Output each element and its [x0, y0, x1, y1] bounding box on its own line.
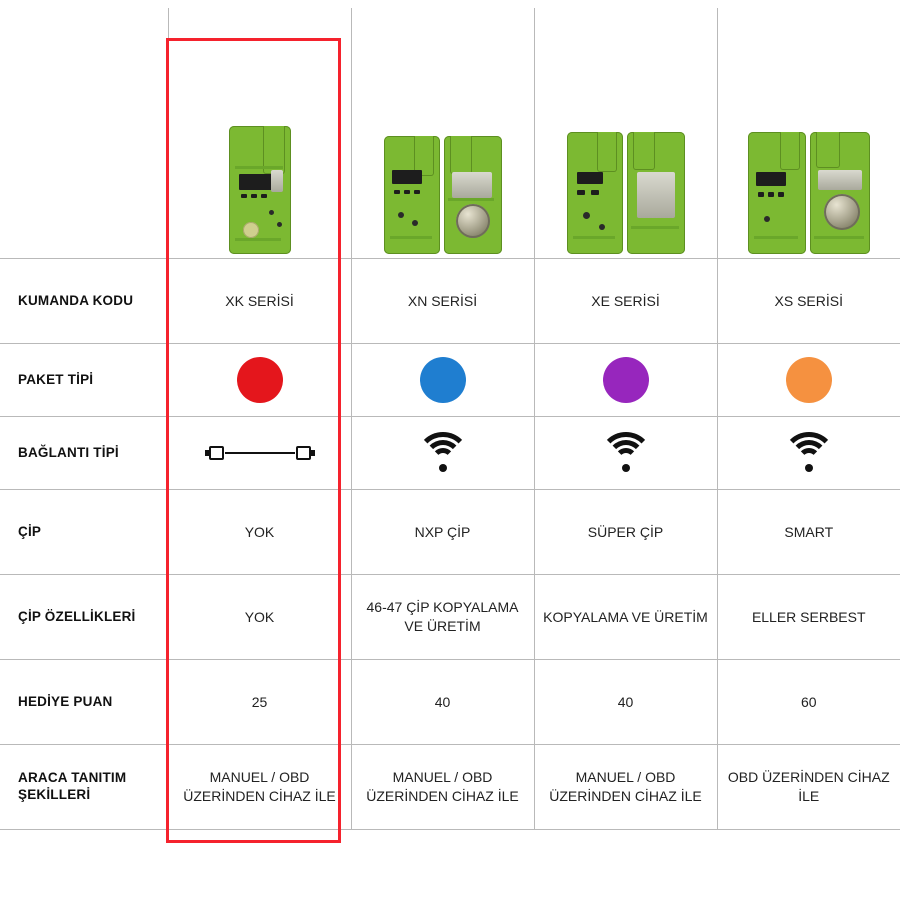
cell-code-xn: XN SERİSİ — [351, 259, 534, 344]
cell-chip-xk: YOK — [168, 490, 351, 575]
remote-comparison-table — [0, 8, 900, 830]
cell-install-xs: OBD ÜZERİNDEN CİHAZ İLE — [717, 745, 900, 830]
cell-connection-xs — [717, 417, 900, 490]
pcb-image-xe-front — [567, 132, 623, 254]
product-image-cell-xk — [168, 8, 351, 259]
pcb-image-xs-front — [748, 132, 806, 254]
cell-code-xk: XK SERİSİ — [168, 259, 351, 344]
pcb-image-xk — [229, 126, 291, 254]
pcb-image-xn-back — [444, 136, 502, 254]
product-image-cell-xe — [534, 8, 717, 259]
row-label-gift: HEDİYE PUAN — [0, 660, 168, 745]
cell-connection-xk — [168, 417, 351, 490]
cell-package-xs — [717, 344, 900, 417]
wifi-icon — [598, 432, 654, 474]
row-label-images — [0, 8, 168, 259]
product-image-cell-xs — [717, 8, 900, 259]
row-label-install: ARACA TANITIM ŞEKİLLERİ — [0, 745, 168, 830]
table-row-chip — [0, 490, 900, 575]
package-color-dot-xk — [237, 357, 283, 403]
table-row-code — [0, 259, 900, 344]
cell-chip-xn: NXP ÇİP — [351, 490, 534, 575]
package-color-dot-xn — [420, 357, 466, 403]
cell-package-xk — [168, 344, 351, 417]
cell-code-xe: XE SERİSİ — [534, 259, 717, 344]
pcb-image-xs-back — [810, 132, 870, 254]
row-label-connection: BAĞLANTI TİPİ — [0, 417, 168, 490]
pcb-image-xe-back — [627, 132, 685, 254]
row-label-chip: ÇİP — [0, 490, 168, 575]
row-label-package: PAKET TİPİ — [0, 344, 168, 417]
cell-install-xn: MANUEL / OBD ÜZERİNDEN CİHAZ İLE — [351, 745, 534, 830]
cell-chip-features-xe: KOPYALAMA VE ÜRETİM — [534, 575, 717, 660]
cell-chip-xs: SMART — [717, 490, 900, 575]
cell-gift-xk: 25 — [168, 660, 351, 745]
table-row-product-images — [0, 8, 900, 259]
table-row-install-methods — [0, 745, 900, 830]
cell-connection-xn — [351, 417, 534, 490]
cell-package-xe — [534, 344, 717, 417]
cell-code-xs: XS SERİSİ — [717, 259, 900, 344]
cell-package-xn — [351, 344, 534, 417]
wifi-icon — [781, 432, 837, 474]
row-label-code: KUMANDA KODU — [0, 259, 168, 344]
cell-chip-features-xk: YOK — [168, 575, 351, 660]
cell-chip-features-xs: ELLER SERBEST — [717, 575, 900, 660]
cell-gift-xe: 40 — [534, 660, 717, 745]
wifi-icon — [415, 432, 471, 474]
pcb-image-xn-front — [384, 136, 440, 254]
cell-install-xk: MANUEL / OBD ÜZERİNDEN CİHAZ İLE — [168, 745, 351, 830]
table-row-connection-type — [0, 417, 900, 490]
cell-connection-xe — [534, 417, 717, 490]
product-image-cell-xn — [351, 8, 534, 259]
row-label-chip-features: ÇİP ÖZELLİKLERİ — [0, 575, 168, 660]
table-row-gift-points — [0, 660, 900, 745]
cell-chip-features-xn: 46-47 ÇİP KOPYALAMA VE ÜRETİM — [351, 575, 534, 660]
table-row-package-type — [0, 344, 900, 417]
cable-icon — [205, 441, 315, 465]
package-color-dot-xs — [786, 357, 832, 403]
cell-gift-xn: 40 — [351, 660, 534, 745]
cell-chip-xe: SÜPER ÇİP — [534, 490, 717, 575]
cell-gift-xs: 60 — [717, 660, 900, 745]
package-color-dot-xe — [603, 357, 649, 403]
table-row-chip-features — [0, 575, 900, 660]
cell-install-xe: MANUEL / OBD ÜZERİNDEN CİHAZ İLE — [534, 745, 717, 830]
